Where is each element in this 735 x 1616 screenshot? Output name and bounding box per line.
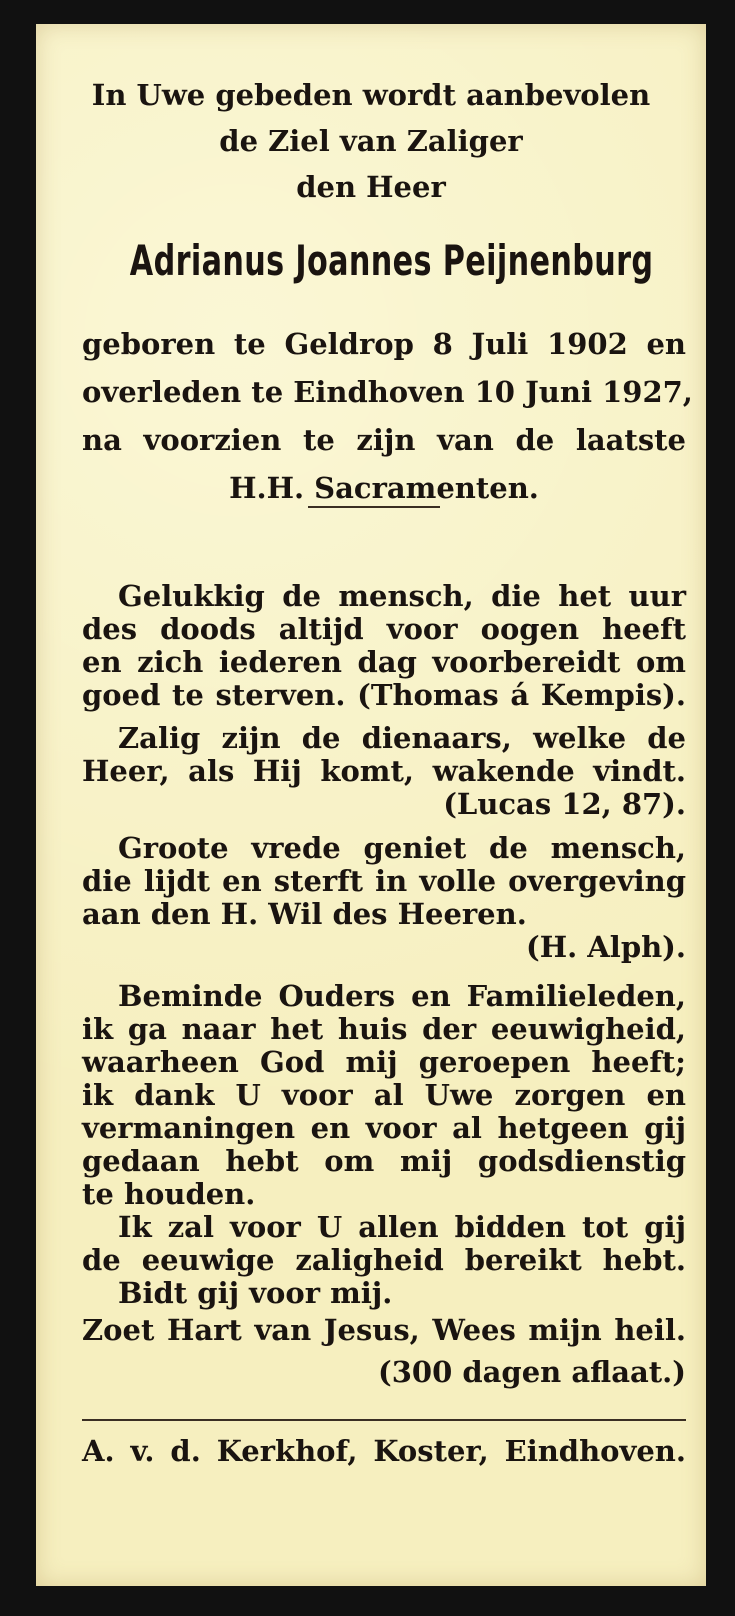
quote-line: en zich iederen dag voorbereidt om bbox=[82, 645, 686, 679]
quote-kempis bbox=[82, 580, 686, 712]
quote-source: (Lucas 12, 87). bbox=[443, 787, 686, 821]
message-line: te houden. bbox=[82, 1177, 256, 1211]
intro-line: de Ziel van Zaliger bbox=[219, 124, 523, 158]
intro-line: den Heer bbox=[296, 170, 446, 204]
printer-credit: A. v. d. Kerkhof, Koster, Eindhoven. bbox=[82, 1434, 686, 1468]
quote-line: Heer, als Hij komt, wakende vindt. bbox=[82, 754, 686, 788]
deceased-name: Adrianus Joannes Peijnenburg bbox=[129, 236, 654, 285]
message-line: waarheen God mij geroepen heeft; bbox=[82, 1045, 686, 1079]
message-line: gedaan hebt om mij godsdienstig bbox=[82, 1144, 686, 1178]
prayer-line: Zoet Hart van Jesus, Wees mijn heil. bbox=[82, 1313, 686, 1347]
quote-lucas bbox=[82, 722, 686, 821]
quote-line: des doods altijd voor oogen heeft bbox=[82, 612, 686, 646]
details-line: H.H. Sacramenten. bbox=[229, 471, 539, 505]
quote-line: goed te sterven. (Thomas á Kempis). bbox=[82, 678, 686, 712]
quote-line: Zalig zijn de dienaars, welke de bbox=[118, 721, 686, 755]
farewell-message bbox=[82, 980, 686, 1310]
divider-long bbox=[82, 1419, 686, 1421]
message-line: Beminde Ouders en Familieleden, bbox=[118, 979, 686, 1013]
quote-alph bbox=[82, 832, 686, 964]
quote-line: aan den H. Wil des Heeren. bbox=[82, 897, 527, 931]
message-line: Bidt gij voor mij. bbox=[118, 1276, 393, 1310]
memorial-card bbox=[36, 24, 706, 1586]
quote-line: die lijdt en sterft in volle overgeving bbox=[82, 864, 686, 898]
details-line: geboren te Geldrop 8 Juli 1902 en bbox=[82, 327, 686, 361]
details-line: overleden te Eindhoven 10 Juni 1927, bbox=[82, 375, 693, 409]
closing-prayer bbox=[82, 1314, 686, 1389]
message-line: ik ga naar het huis der eeuwigheid, bbox=[82, 1012, 686, 1046]
birth-death-details bbox=[82, 320, 693, 512]
message-line: Ik zal voor U allen bidden tot gij bbox=[118, 1210, 686, 1244]
details-line: na voorzien te zijn van de laatste bbox=[82, 423, 686, 457]
quote-source: (H. Alph). bbox=[525, 930, 686, 964]
intro-text bbox=[36, 72, 706, 210]
quote-line: Gelukkig de mensch, die het uur bbox=[118, 579, 686, 613]
message-line: ik dank U voor al Uwe zorgen en bbox=[82, 1078, 686, 1112]
intro-line: In Uwe gebeden wordt aanbevolen bbox=[91, 78, 651, 112]
message-line: de eeuwige zaligheid bereikt hebt. bbox=[82, 1243, 686, 1277]
message-line: vermaningen en voor al hetgeen gij bbox=[82, 1111, 686, 1145]
indulgence-note: (300 dagen aflaat.) bbox=[378, 1355, 686, 1389]
quote-line: Groote vrede geniet de mensch, bbox=[118, 831, 686, 865]
divider-short bbox=[308, 506, 440, 508]
